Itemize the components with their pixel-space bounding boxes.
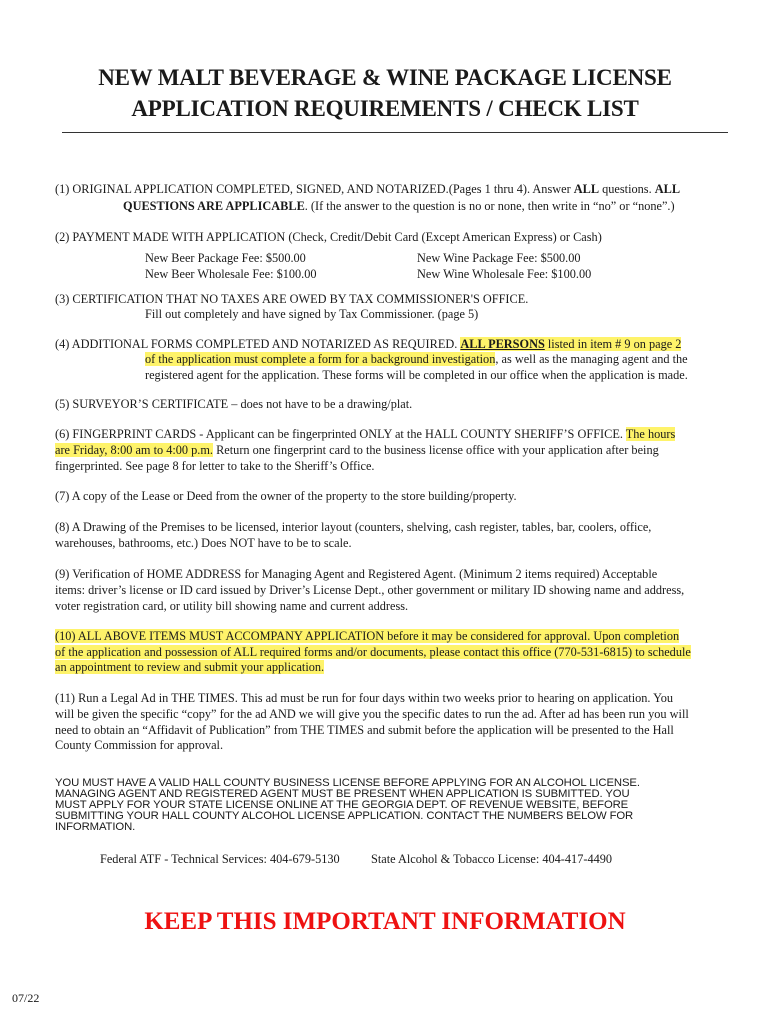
item-10-line-1: (10) ALL ABOVE ITEMS MUST ACCOMPANY APPLICATION before it may be considered for approval. Upon completion <box>55 629 680 643</box>
item-10-line-3: an appointment to review and submit your application. <box>55 660 325 674</box>
item-3-line-1: (3) CERTIFICATION THAT NO TAXES ARE OWED BY TAX COMMISSIONER'S OFFICE. <box>55 292 529 306</box>
page-title-line-1: NEW MALT BEVERAGE & WINE PACKAGE LICENSE <box>98 65 672 90</box>
item-1-line-2: QUESTIONS ARE APPLICABLE. (If the answer to the question is no or none, then write in “no” or “none”.) <box>123 199 675 213</box>
item-11-line-3: need to obtain an “Affidavit of Publication” from THE TIMES and submit before the application will be presented to the Hall <box>55 723 674 737</box>
item-4-line-2: of the application must complete a form for a background investigation, as well as the managing agent and the <box>145 352 688 366</box>
item-6-line-2: are Friday, 8:00 am to 4:00 p.m. Return one fingerprint card to the business license office with your application after being <box>55 443 659 457</box>
item-9-line-1: (9) Verification of HOME ADDRESS for Managing Agent and Registered Agent. (Minimum 2 items required) Acceptable <box>55 567 658 581</box>
item-8-line-2: warehouses, bathrooms, etc.) Does NOT have to be to scale. <box>55 536 352 550</box>
title-divider <box>62 132 728 133</box>
item-11-line-1: (11) Run a Legal Ad in THE TIMES. This ad must be run for four days within two weeks prior to hearing on application. You <box>55 691 674 705</box>
fee-beer-wholesale: New Beer Wholesale Fee: $100.00 <box>145 267 317 281</box>
item-7-line-1: (7) A copy of the Lease or Deed from the owner of the property to the store building/property. <box>55 489 517 503</box>
fee-wine-wholesale: New Wine Wholesale Fee: $100.00 <box>417 267 592 281</box>
item-3-line-2: Fill out completely and have signed by Tax Commissioner. (page 5) <box>145 307 479 321</box>
item-6-line-1: (6) FINGERPRINT CARDS - Applicant can be fingerprinted ONLY at the HALL COUNTY SHERIFF’S OFFICE. The hours <box>55 427 676 441</box>
keep-information-banner: KEEP THIS IMPORTANT INFORMATION <box>144 908 626 935</box>
notice-line-5: INFORMATION. <box>55 821 136 833</box>
item-4-line-1: (4) ADDITIONAL FORMS COMPLETED AND NOTARIZED AS REQUIRED. ALL PERSONS listed in item # 9 on page 2 <box>55 337 682 351</box>
fee-beer-package: New Beer Package Fee: $500.00 <box>145 251 306 265</box>
item-11-line-2: will be given the specific “copy” for the ad AND we will give you the specific dates to run the ad. After ad has been run you will <box>55 707 689 721</box>
notice-line-3: MUST APPLY FOR YOUR STATE LICENSE ONLINE AT THE GEORGIA DEPT. OF REVENUE WEBSITE, BEFORE <box>55 799 629 811</box>
revision-date: 07/22 <box>12 991 40 1005</box>
item-10-line-2: of the application and possession of ALL required forms and/or documents, please contact this office (770-531-6815) to schedule <box>55 645 691 659</box>
notice-line-2: MANAGING AGENT AND REGISTERED AGENT MUST BE PRESENT WHEN APPLICATION IS SUBMITTED. YOU <box>55 788 630 800</box>
item-9-line-2: items: driver’s license or ID card issued by Driver’s License Dept., other government or military ID showing name and address, <box>55 583 685 597</box>
item-4-line-3: registered agent for the application. These forms will be completed in our office when the application is made. <box>145 368 688 382</box>
item-2-line-1: (2) PAYMENT MADE WITH APPLICATION (Check, Credit/Debit Card (Except American Express) or Cash) <box>55 230 602 244</box>
contact-federal-atf: Federal ATF - Technical Services: 404-679-5130 <box>100 852 340 866</box>
notice-line-4: SUBMITTING YOUR HALL COUNTY ALCOHOL LICENSE APPLICATION. CONTACT THE NUMBERS BELOW FOR <box>55 810 634 822</box>
fee-wine-package: New Wine Package Fee: $500.00 <box>417 251 581 265</box>
contact-state-alcohol: State Alcohol & Tobacco License: 404-417-4490 <box>371 852 613 866</box>
item-11-line-4: County Commission for approval. <box>55 738 224 752</box>
item-5-line-1: (5) SURVEYOR’S CERTIFICATE – does not have to be a drawing/plat. <box>55 397 413 411</box>
page-title-line-2: APPLICATION REQUIREMENTS / CHECK LIST <box>131 96 639 121</box>
item-8-line-1: (8) A Drawing of the Premises to be licensed, interior layout (counters, shelving, cash register, tables, bar, coolers, office, <box>55 520 652 534</box>
item-6-line-3: fingerprinted. See page 8 for letter to take to the Sheriff’s Office. <box>55 459 375 473</box>
item-1-line-1: (1) ORIGINAL APPLICATION COMPLETED, SIGNED, AND NOTARIZED.(Pages 1 thru 4). Answer ALL questions. ALL <box>55 182 681 196</box>
notice-line-1: YOU MUST HAVE A VALID HALL COUNTY BUSINESS LICENSE BEFORE APPLYING FOR AN ALCOHOL LICENSE. <box>55 777 640 789</box>
item-9-line-3: voter registration card, or utility bill showing name and current address. <box>55 599 409 613</box>
